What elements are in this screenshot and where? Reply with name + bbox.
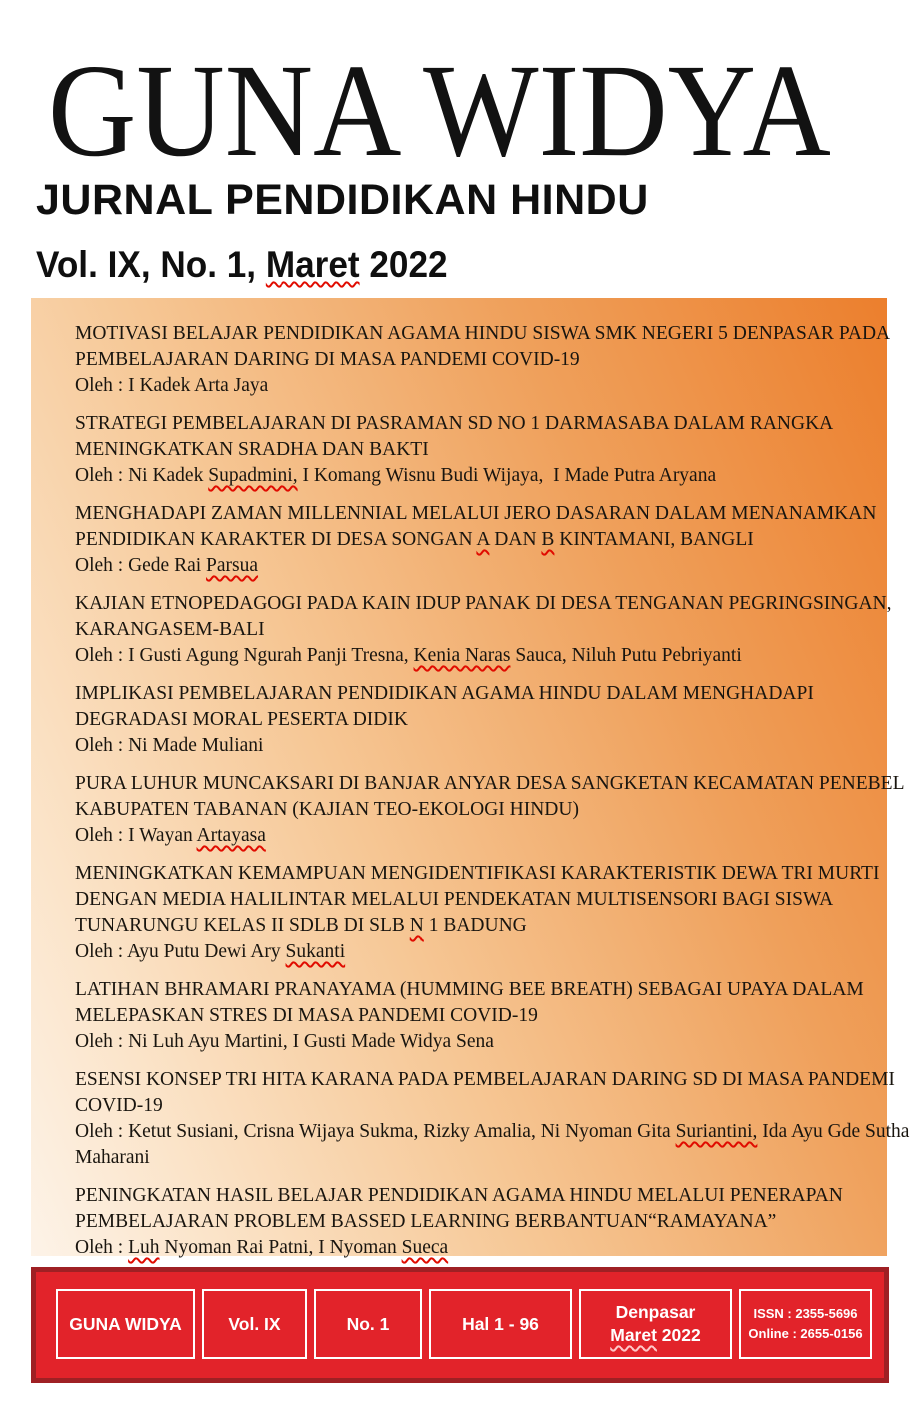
misspelled-word: Supadmini, xyxy=(208,465,298,486)
misspelled-word: Sueca xyxy=(401,1237,449,1258)
text-segment: MENINGKATKAN KEMAMPUAN MENGIDENTIFIKASI KARAKTERISTIK DEWA TRI MURTI xyxy=(75,863,880,884)
text-segment: MOTIVASI BELAJAR PENDIDIKAN AGAMA HINDU SISWA SMK NEGERI 5 DENPASAR PADA xyxy=(75,323,891,344)
misspelled-word: Artayasa xyxy=(196,825,266,846)
toc-entry xyxy=(75,591,892,669)
toc-entry xyxy=(75,1067,910,1171)
text-segment: Online : 2655-0156 xyxy=(748,1326,863,1341)
toc-entry-title-line xyxy=(75,707,871,733)
toc-entry-title-line xyxy=(75,681,871,707)
toc-entry-title-line xyxy=(75,887,871,913)
text-segment: DAN xyxy=(489,529,542,550)
toc-entry-title-line xyxy=(75,913,871,939)
toc-entry-title-line xyxy=(75,411,871,437)
toc-entry xyxy=(75,501,877,579)
issue-line xyxy=(36,244,448,286)
toc-entry xyxy=(75,771,905,849)
toc-entry-title-line xyxy=(75,797,871,823)
toc-entry-title-line xyxy=(75,1093,871,1119)
misspelled-word: Maret xyxy=(265,244,360,285)
text-segment: PEMBELAJARAN PROBLEM BASSED LEARNING BERBANTUAN“RAMAYANA” xyxy=(75,1211,777,1232)
toc-entry-title-line xyxy=(75,321,891,347)
text-segment: Denpasar xyxy=(615,1302,696,1323)
misspelled-word: Suriantini, xyxy=(675,1121,758,1142)
footer-cell-pages xyxy=(429,1289,572,1359)
text-segment: 2022 xyxy=(359,244,448,285)
text-segment: PENDIDIKAN KARAKTER DI DESA SONGAN xyxy=(75,529,477,550)
toc-entry-title-line xyxy=(75,437,871,463)
toc-entry-authors-line xyxy=(75,1235,871,1261)
toc-entry-authors-line xyxy=(75,373,871,399)
toc-entry xyxy=(75,411,871,489)
text-segment: 1 BADUNG xyxy=(423,915,527,936)
footer-cell-volume xyxy=(202,1289,307,1359)
text-segment: ISSN : 2355-5696 xyxy=(753,1305,858,1321)
toc-entry xyxy=(75,681,871,759)
text-segment: Oleh : Ayu Putu Dewi Ary xyxy=(75,941,286,962)
text-segment: IMPLIKASI PEMBELAJARAN PENDIDIKAN AGAMA HINDU DALAM MENGHADAPI xyxy=(75,683,814,704)
misspelled-word: N xyxy=(409,915,424,936)
footer-cell-place-date xyxy=(579,1289,732,1359)
misspelled-word: A xyxy=(476,529,490,550)
text-segment: STRATEGI PEMBELAJARAN DI PASRAMAN SD NO 1 DARMASABA DALAM RANGKA xyxy=(75,413,834,434)
text-segment: PURA LUHUR MUNCAKSARI DI BANJAR ANYAR DESA SANGKETAN KECAMATAN PENEBEL xyxy=(75,773,905,794)
toc-entry-authors-line xyxy=(75,939,871,965)
text-segment: MENGHADAPI ZAMAN MILLENNIAL MELALUI JERO DASARAN DALAM MENANAMKAN xyxy=(75,503,877,524)
footer-cell-number xyxy=(314,1289,422,1359)
misspelled-word: Maret xyxy=(610,1325,657,1345)
footer-cell-line xyxy=(347,1313,390,1336)
toc-entry-authors-line xyxy=(75,643,871,669)
toc-entry-title-line xyxy=(75,1003,871,1029)
toc-entry-title-line xyxy=(75,861,880,887)
toc-entry-title-line xyxy=(75,1209,871,1235)
footer-bar xyxy=(31,1267,889,1383)
text-segment: No. 1 xyxy=(346,1313,390,1334)
footer-cell-line xyxy=(616,1301,696,1324)
toc-entry-title-line xyxy=(75,617,871,643)
text-segment: Oleh : Ni Luh Ayu Martini, I Gusti Made Widya Sena xyxy=(75,1031,494,1052)
footer-cell-line xyxy=(748,1324,862,1344)
text-segment: COVID-19 xyxy=(75,1095,163,1116)
text-segment: Sauca, Niluh Putu Pebriyanti xyxy=(510,645,742,666)
text-segment: ESENSI KONSEP TRI HITA KARANA PADA PEMBELAJARAN DARING SD DI MASA PANDEMI xyxy=(75,1069,895,1090)
toc-entry xyxy=(75,1183,871,1261)
toc-entry-authors-line xyxy=(75,1119,910,1145)
text-segment: KARANGASEM-BALI xyxy=(75,619,265,640)
footer-cell-issn xyxy=(739,1289,872,1359)
journal-subtitle: JURNAL PENDIDIKAN HINDU xyxy=(36,176,649,224)
text-segment: MENINGKATKAN SRADHA DAN BAKTI xyxy=(75,439,429,460)
footer-cell-line xyxy=(462,1313,539,1336)
toc-entry-authors-line xyxy=(75,733,871,759)
text-segment: Oleh : Gede Rai xyxy=(75,555,207,576)
misspelled-word: Kenia Naras xyxy=(413,645,511,666)
footer-cell-line xyxy=(228,1313,280,1336)
text-segment: Oleh : I Kadek Arta Jaya xyxy=(75,375,269,396)
toc-panel xyxy=(31,298,910,1258)
text-segment: Oleh : I Wayan xyxy=(75,825,197,846)
toc-entry-authors-line xyxy=(75,1145,871,1171)
text-segment: Oleh : xyxy=(75,1237,129,1258)
text-segment: Ida Ayu Gde Sutha xyxy=(757,1121,910,1142)
text-segment: Vol. IX xyxy=(228,1313,281,1334)
misspelled-word: Parsua xyxy=(206,555,259,576)
text-segment: Hal 1 - 96 xyxy=(462,1313,539,1334)
text-segment: KAJIAN ETNOPEDAGOGI PADA KAIN IDUP PANAK DI DESA TENGANAN PEGRINGSINGAN, xyxy=(75,593,892,614)
text-segment: Maharani xyxy=(75,1147,150,1168)
text-segment: LATIHAN BHRAMARI PRANAYAMA (HUMMING BEE BREATH) SEBAGAI UPAYA DALAM xyxy=(75,979,864,1000)
text-segment: Oleh : I Gusti Agung Ngurah Panji Tresna, xyxy=(75,645,414,666)
footer-cell-line xyxy=(753,1304,857,1324)
toc-entry xyxy=(75,977,871,1055)
text-segment: Nyoman Rai Patni, I Nyoman xyxy=(159,1237,402,1258)
misspelled-word: B xyxy=(541,529,555,550)
toc-entry-authors-line xyxy=(75,463,871,489)
toc-entry-title-line xyxy=(75,527,871,553)
footer-cell-guna-widya xyxy=(56,1289,195,1359)
text-segment: 2022 xyxy=(656,1325,701,1345)
toc-entry-authors-line xyxy=(75,823,871,849)
toc-entry-authors-line xyxy=(75,1029,871,1055)
text-segment: DEGRADASI MORAL PESERTA DIDIK xyxy=(75,709,408,730)
toc-entry-title-line xyxy=(75,591,892,617)
footer-table xyxy=(56,1289,872,1359)
text-segment: DENGAN MEDIA HALILINTAR MELALUI PENDEKATAN MULTISENSORI BAGI SISWA xyxy=(75,889,834,910)
text-segment: KINTAMANI, BANGLI xyxy=(554,529,754,550)
text-segment: Vol. IX, No. 1, xyxy=(36,244,266,285)
misspelled-word: Sukanti xyxy=(285,941,346,962)
text-segment: Oleh : Ketut Susiani, Crisna Wijaya Sukma, Rizky Amalia, Ni Nyoman Gita xyxy=(75,1121,676,1142)
toc-entry-title-line xyxy=(75,1183,871,1209)
toc-entry xyxy=(75,861,880,965)
text-segment: KABUPATEN TABANAN (KAJIAN TEO-EKOLOGI HINDU) xyxy=(75,799,579,820)
toc-entry-title-line xyxy=(75,977,871,1003)
text-segment: Oleh : Ni Kadek xyxy=(75,465,209,486)
toc-entry-authors-line xyxy=(75,553,871,579)
toc-entry-title-line xyxy=(75,771,905,797)
toc-entry-title-line xyxy=(75,501,877,527)
text-segment: I Komang Wisnu Budi Wijaya, I Made Putra Aryana xyxy=(297,465,717,486)
text-segment: PEMBELAJARAN DARING DI MASA PANDEMI COVID-19 xyxy=(75,349,580,370)
footer-cell-line xyxy=(69,1313,181,1336)
text-segment: Oleh : Ni Made Muliani xyxy=(75,735,264,756)
journal-title: GUNA WIDYA xyxy=(48,36,831,184)
footer-cell-line xyxy=(610,1324,700,1347)
misspelled-word: Luh xyxy=(128,1237,160,1258)
toc-entry xyxy=(75,321,891,399)
text-segment: PENINGKATAN HASIL BELAJAR PENDIDIKAN AGAMA HINDU MELALUI PENERAPAN xyxy=(75,1185,843,1206)
toc-entry-title-line xyxy=(75,347,871,373)
text-segment: GUNA WIDYA xyxy=(69,1313,182,1334)
text-segment: TUNARUNGU KELAS II SDLB DI SLB xyxy=(75,915,410,936)
text-segment: MELEPASKAN STRES DI MASA PANDEMI COVID-19 xyxy=(75,1005,538,1026)
toc-entry-title-line xyxy=(75,1067,895,1093)
